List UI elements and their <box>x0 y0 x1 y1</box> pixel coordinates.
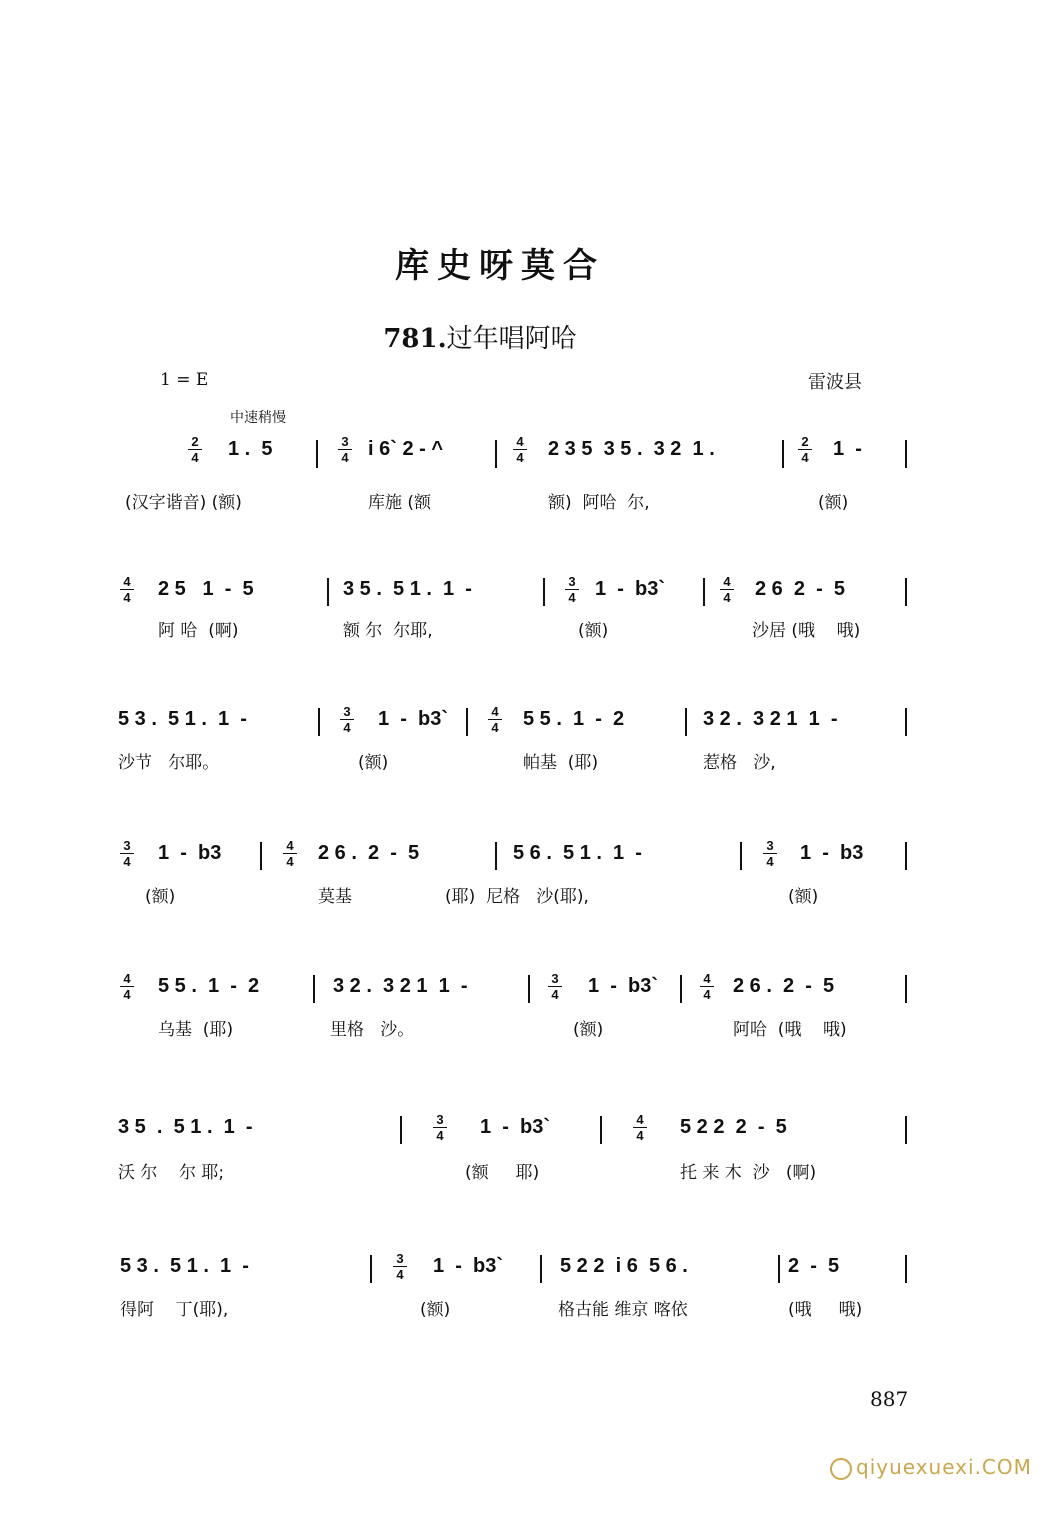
notation-segment: 2 6 . 2 - 5 <box>318 842 420 864</box>
bar-line <box>495 440 497 468</box>
time-signature: 4 4 <box>513 434 527 465</box>
song-number: 781. <box>383 324 447 354</box>
lyric-line-5 <box>0 1015 1054 1041</box>
lyric: 里格 沙。 <box>330 1020 415 1040</box>
bar-line <box>782 440 784 468</box>
lyric: (额) <box>578 621 609 641</box>
notation-segment: 3 5 . 5 1 . 1 - <box>118 1116 253 1138</box>
lyric: (额) <box>788 887 819 907</box>
bar-line <box>905 975 907 1003</box>
bar-line <box>370 1255 372 1283</box>
bar-line <box>495 842 497 870</box>
lyric: (哦 哦) <box>788 1300 863 1320</box>
bar-line <box>540 1255 542 1283</box>
time-signature: 4 4 <box>633 1112 647 1143</box>
lyric: (汉字谐音) (额) <box>125 493 242 513</box>
lyric-line-3 <box>0 748 1054 774</box>
notation-segment: 1 - b3` <box>480 1116 551 1138</box>
lyric: 额 尔 尔耶, <box>343 621 433 641</box>
watermark <box>830 1455 1032 1480</box>
bar-line <box>905 578 907 606</box>
lyric-line-4 <box>0 882 1054 908</box>
bar-line <box>905 842 907 870</box>
lyric: 阿 哈 (啊) <box>158 621 239 641</box>
lyric: 阿哈 (哦 哦) <box>733 1020 847 1040</box>
time-signature: 3 4 <box>763 838 777 869</box>
time-signature: 4 4 <box>488 704 502 735</box>
notation-segment: i 6` 2 - ^ <box>368 438 444 460</box>
lyric: (额) <box>420 1300 451 1320</box>
notation-segment: 2 - 5 <box>788 1255 840 1277</box>
time-signature: 4 4 <box>700 971 714 1002</box>
region-label: 雷波县 <box>808 372 862 393</box>
time-signature: 4 4 <box>720 574 734 605</box>
notation-segment: 2 3 5 3 5 . 3 2 1 . <box>548 438 715 460</box>
lyric: 沃 尔 尔 耶; <box>118 1163 225 1183</box>
notation-segment: 3 2 . 3 2 1 1 - <box>333 975 468 997</box>
tempo-marking: 中速稍慢 <box>230 410 286 426</box>
lyric: 得阿 丁(耶), <box>120 1300 229 1320</box>
lyric: 托 来 木 沙 (啊) <box>680 1163 817 1183</box>
lyric: (额) <box>145 887 176 907</box>
notation-segment: 5 5 . 1 - 2 <box>523 708 625 730</box>
bar-line <box>313 975 315 1003</box>
bar-line <box>905 1255 907 1283</box>
bar-line <box>685 708 687 736</box>
bar-line <box>905 1116 907 1144</box>
lyric: 惹格 沙, <box>703 753 776 773</box>
key-signature: 1 = E <box>160 370 209 390</box>
notation-segment: 1 - b3` <box>588 975 659 997</box>
bar-line <box>778 1255 780 1283</box>
notation-segment: 3 5 . 5 1 . 1 - <box>343 578 472 600</box>
notation-segment: 1 - b3 <box>158 842 222 864</box>
notation-segment: 1 - b3` <box>433 1255 504 1277</box>
lyric-line-1 <box>0 488 1054 514</box>
watermark-text: qiyuexuexi.COM <box>856 1455 1032 1479</box>
lyric: 额) 阿哈 尔, <box>548 493 650 513</box>
lyric: (额) <box>818 493 849 513</box>
bar-line <box>600 1116 602 1144</box>
lyric-line-6 <box>0 1158 1054 1184</box>
notation-segment: 2 6 2 - 5 <box>755 578 846 600</box>
song-title-text: 过年唱阿哈 <box>446 324 577 354</box>
lyric: (额) <box>573 1020 604 1040</box>
notation-segment: 1 . 5 <box>228 438 273 460</box>
notation-segment: 5 3 . 5 1 . 1 - <box>118 708 247 730</box>
bar-line <box>543 578 545 606</box>
lyric: 库施 (额 <box>368 493 432 513</box>
time-signature: 4 4 <box>120 574 134 605</box>
notation-segment: 1 - b3` <box>595 578 666 600</box>
time-signature: 3 4 <box>548 971 562 1002</box>
bar-line <box>400 1116 402 1144</box>
notation-segment: 5 2 2 2 - 5 <box>680 1116 787 1138</box>
notation-segment: 3 2 . 3 2 1 1 - <box>703 708 838 730</box>
song-collection-title: 库史呀莫合 <box>395 246 605 286</box>
lyric: (额 耶) <box>465 1163 540 1183</box>
lyric-line-7 <box>0 1295 1054 1321</box>
bar-line <box>528 975 530 1003</box>
bar-line <box>316 440 318 468</box>
song-title <box>0 318 960 355</box>
notation-segment: 1 - <box>833 438 862 460</box>
time-signature: 3 4 <box>120 838 134 869</box>
page-number: 887 <box>870 1387 909 1411</box>
bar-line <box>260 842 262 870</box>
bar-line <box>318 708 320 736</box>
notation-segment: 5 6 . 5 1 . 1 - <box>513 842 642 864</box>
time-signature: 3 4 <box>433 1112 447 1143</box>
time-signature: 4 4 <box>283 838 297 869</box>
lyric: 帕基 (耶) <box>523 753 599 773</box>
lyric: (额) <box>358 753 389 773</box>
lyric: (耶) 尼格 沙(耶), <box>445 887 589 907</box>
notation-segment: 1 - b3 <box>800 842 864 864</box>
notation-segment: 5 3 . 5 1 . 1 - <box>120 1255 249 1277</box>
bar-line <box>905 440 907 468</box>
notation-segment: 5 2 2 i 6 5 6 . <box>560 1255 688 1277</box>
lyric-line-2 <box>0 616 1054 642</box>
time-signature: 3 4 <box>340 704 354 735</box>
time-signature: 3 4 <box>565 574 579 605</box>
notation-segment: 5 5 . 1 - 2 <box>158 975 260 997</box>
lyric: 沙节 尔耶。 <box>118 753 220 773</box>
watermark-logo-icon <box>830 1458 852 1480</box>
lyric: 格古能 维京 喀依 <box>558 1300 688 1320</box>
bar-line <box>680 975 682 1003</box>
bar-line <box>905 708 907 736</box>
notation-segment: 2 6 . 2 - 5 <box>733 975 835 997</box>
bar-line <box>466 708 468 736</box>
time-signature: 2 4 <box>188 434 202 465</box>
bar-line <box>740 842 742 870</box>
time-signature: 2 4 <box>798 434 812 465</box>
time-signature: 3 4 <box>338 434 352 465</box>
bar-line <box>327 578 329 606</box>
lyric: 莫基 <box>318 887 352 907</box>
lyric: 沙居 (哦 哦) <box>752 621 861 641</box>
notation-segment: 2 5 1 - 5 <box>158 578 254 600</box>
notation-segment: 1 - b3` <box>378 708 449 730</box>
time-signature: 4 4 <box>120 971 134 1002</box>
bar-line <box>703 578 705 606</box>
lyric: 乌基 (耶) <box>158 1020 234 1040</box>
time-signature: 3 4 <box>393 1251 407 1282</box>
